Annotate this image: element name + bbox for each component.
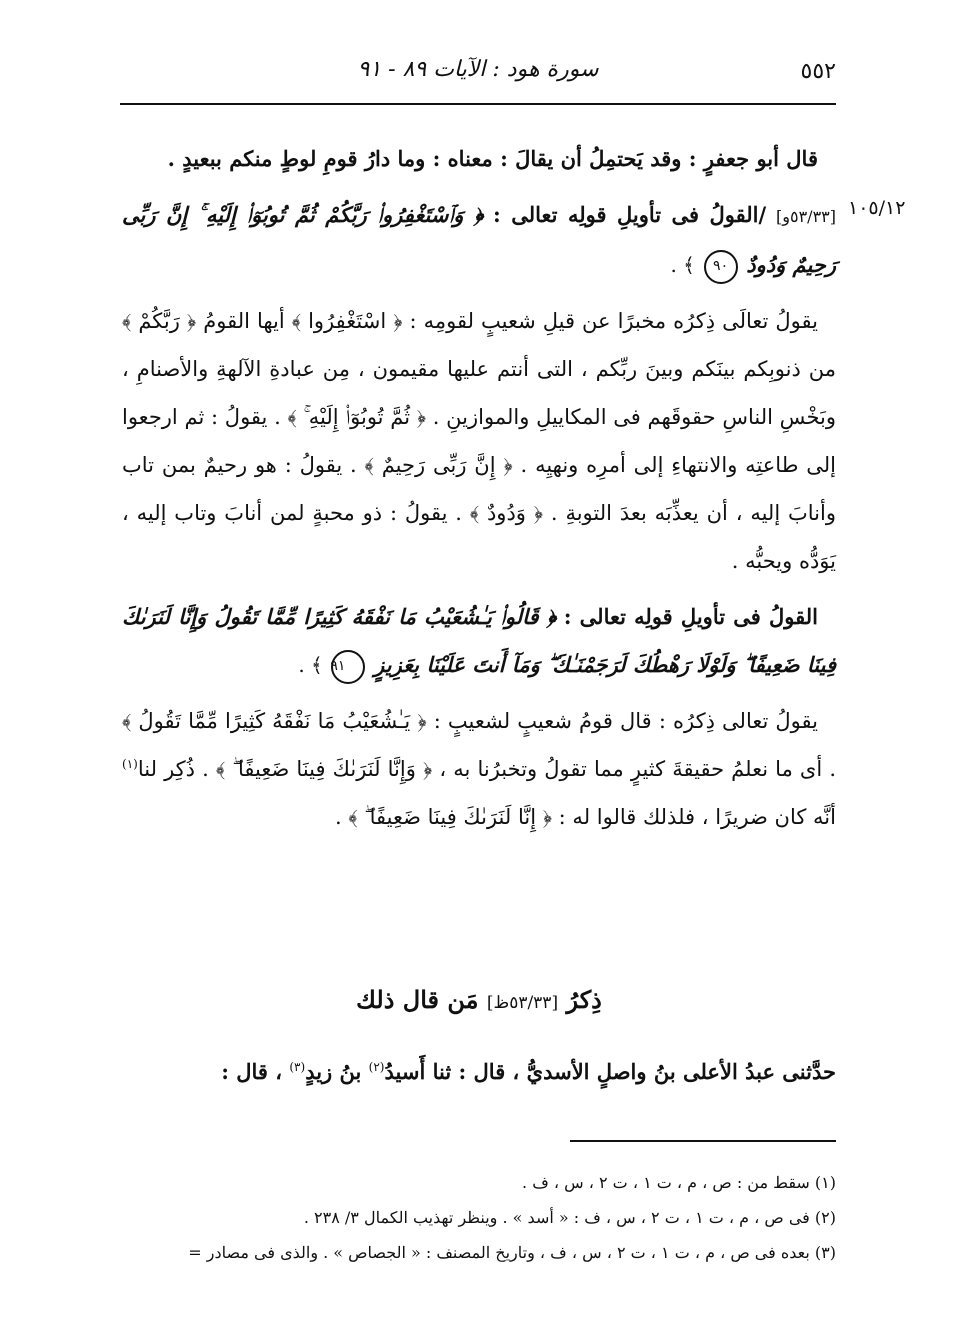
footnotes [122, 1165, 836, 1270]
paragraph-3 [122, 297, 836, 585]
section-lead: /القولُ فى تأويلِ قولِه تعالى : [493, 202, 767, 227]
isnad-text: ، قال : [221, 1059, 290, 1084]
footnote-marker[interactable]: (٢) [368, 1060, 385, 1074]
paragraph-5 [122, 697, 836, 841]
section-lead: القولُ فى تأويلِ قولِه تعالى : [563, 604, 818, 629]
margin-reference: ١٠٥/١٢ [848, 197, 906, 219]
manuscript-ref: [٥٣/٣٣ظ] [486, 993, 559, 1013]
footnote-2: (٢) فى ص ، م ، ت ١ ، ت ٢ ، س ، ف : « أسد » . وينظر تهذيب الكمال ٣/ ٢٣٨ . [303, 1208, 836, 1227]
running-header [120, 55, 836, 95]
footnote-1: (١) سقط من : ص ، م ، ت ١ ، ت ٢ ، س ، ف . [522, 1173, 836, 1192]
verse-end: ﴾ . [670, 253, 695, 277]
heading-word: ذِكرُ [566, 985, 602, 1014]
commentary-text: يقولُ تعالى ذِكرُه : قال قومُ شعيبٍ لشعيبٍ : ﴿ يَـٰشُعَيْبُ مَا نَفْقَهُ كَثِيرًا مِّمَّا تَقُولُ ﴾ . أى ما نعلمُ حقيقةَ كثيرٍ مما تقولُ وتخبرُنا به ، ﴿ وَإِنَّا لَنَرَىٰكَ فِينَا ضَعِيفًا ۖ ﴾ . ذُكِر لنا [122, 709, 836, 781]
paragraph-4 [122, 593, 836, 689]
paragraph-1-text: قال أبو جعفرٍ : وقد يَحتمِلُ أن يقالَ : معناه : وما دارُ قومِ لوطٍ منكم ببعيدٍ . [167, 146, 818, 171]
paragraph-2 [122, 191, 836, 289]
isnad-text: بنُ زيدٍ [305, 1059, 369, 1084]
footnote-marker[interactable]: (٣) [289, 1060, 306, 1074]
isnad-text: عبدُ الأعلى بنُ واصلٍ الأسديُّ ، قال : ثنا أَسيدُ [384, 1059, 783, 1084]
verse-number-badge: ٩١ [331, 650, 365, 684]
section-heading [122, 985, 836, 1014]
main-text [122, 135, 836, 849]
verse-end: ﴾ . [298, 653, 323, 677]
page-number: ٥٥٢ [800, 59, 836, 84]
isnad-lead: حدَّثنى [782, 1059, 836, 1084]
footnote-marker[interactable]: (١) [122, 757, 138, 771]
heading-rest: مَن قال ذلك [356, 985, 479, 1014]
footnote-divider [570, 1140, 836, 1142]
header-divider [120, 103, 836, 105]
verse-number-badge: ٩٠ [704, 250, 738, 284]
isnad-paragraph [122, 1050, 836, 1094]
quran-verse: ﴿ وَٱسْتَغْفِرُوا۟ رَبَّكُمْ ثُمَّ تُوبُوٓا۟ إِلَيْهِ ۚ إِنَّ رَبِّى رَحِيمٌ وَدُودٌ [122, 202, 836, 277]
commentary-text: أنَّه كان ضريرًا ، فلذلك قالوا له : ﴿ إِنَّا لَنَرَىٰكَ فِينَا ضَعِيفًا ۖ ﴾ . [335, 805, 836, 829]
commentary-text: يقولُ تعالَى ذِكرُه مخبرًا عن قيلِ شعيبٍ لقومِه : ﴿ اسْتَغْفِرُوا ﴾ أيها القومُ ﴿ رَبَّكُمْ ﴾ من ذنوبِكم بينَكم وبينَ ربِّكم ، التى أنتم عليها مقيمون ، مِن عبادةِ الآلهةِ والأصنامِ ، وبَخْسِ الناسِ حقوقَهم فى المكاييلِ والموازينِ . ﴿ ثُمَّ تُوبُوٓا۟ إِلَيْهِ ۚ ﴾ . يقولُ : ثم ارجعوا إلى طاعتِه والانتهاءِ إلى أمرِه ونهيِه . ﴿ إِنَّ رَبِّى رَحِيمٌ ﴾ . يقولُ : هو رحيمٌ بمن تاب وأنابَ إليه ، أن يعذِّبَه بعدَ التوبةِ . ﴿ وَدُودٌ ﴾ . يقولُ : ذو محبةٍ لمن أنابَ وتاب إليه ، يَوَدُّه ويحبُّه . [122, 309, 836, 573]
footnote-3: (٣) بعده فى ص ، م ، ت ١ ، ت ٢ ، س ، ف ، وتاريخ المصنف : « الجصاص » . والذى فى مصادر = [188, 1243, 836, 1262]
running-title: سورة هود : الآيات ٨٩ - ٩١ [357, 57, 599, 82]
quran-verse: ﴿ قَالُوا۟ يَـٰشُعَيْبُ مَا نَفْقَهُ كَثِيرًا مِّمَّا تَقُولُ وَإِنَّا لَنَرَىٰكَ فِينَا ضَعِيفًا ۖ وَلَوْلَا رَهْطُكَ لَرَجَمْنَـٰكَ ۖ وَمَآ أَنتَ عَلَيْنَا بِعَزِيزٍ [122, 604, 836, 677]
paragraph-1 [122, 135, 836, 183]
manuscript-ref: [٥٣/٣٣و] [776, 207, 836, 226]
